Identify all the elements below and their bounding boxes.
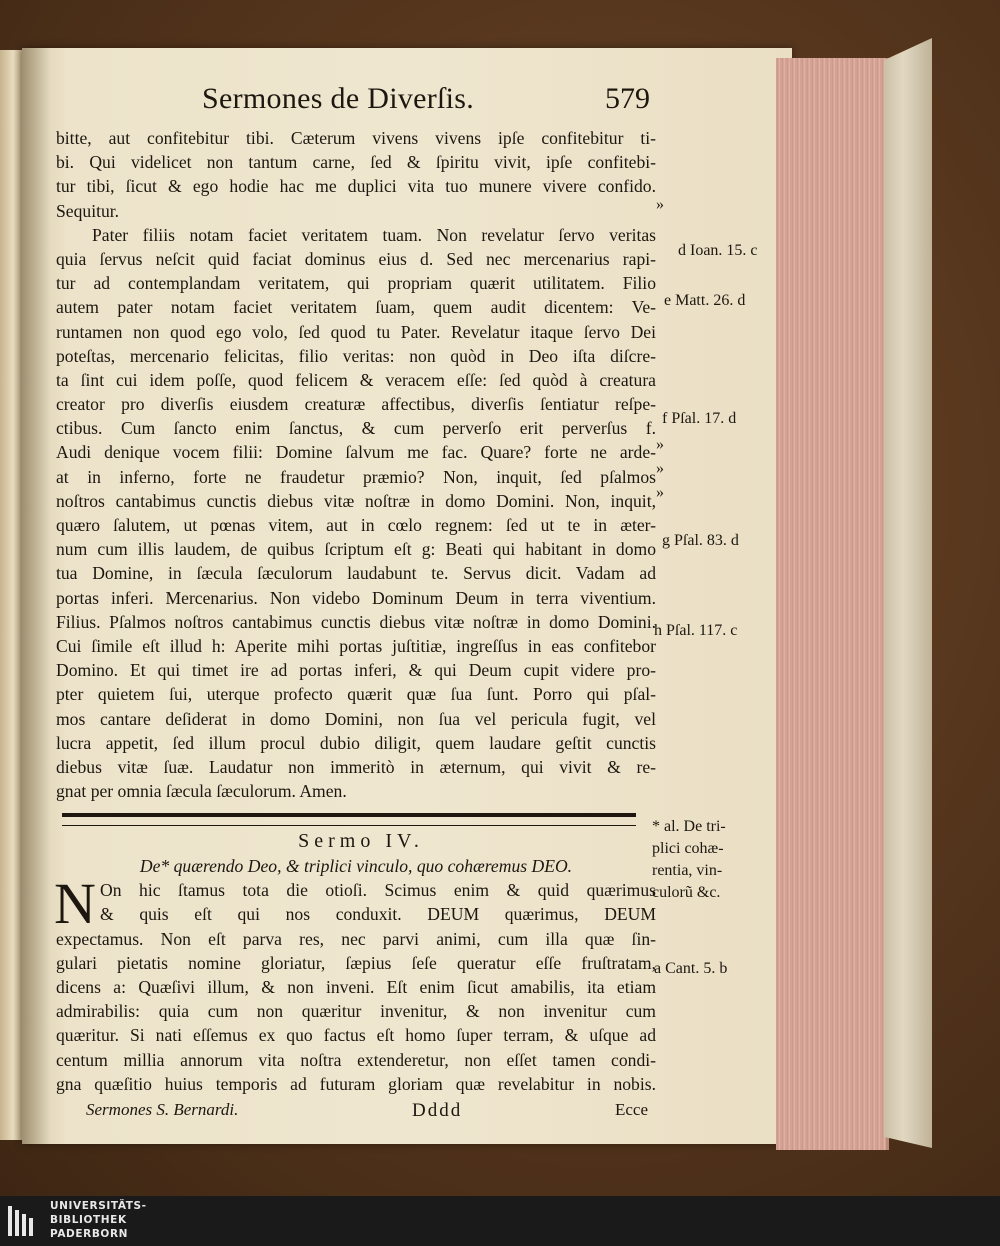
library-footer-bar: [0, 1196, 1000, 1246]
text-line: Cui ſimile eſt illud h: Aperite mihi portas juſtitiæ, ingreſſus in eas confitebor: [56, 635, 656, 656]
text-line: runtamen non quod ego volo, ſed quod tu Pater. Revelatur itaque ſervo Dei: [56, 321, 656, 342]
text-line: bi. Qui videlicet non tantum carne, ſed & ſpiritu vivit, ipſe confitebi-: [56, 152, 656, 173]
library-logo-icon: [6, 1204, 38, 1238]
margin-quote-mark: »: [656, 460, 664, 477]
margin-ref-psal83: g Pſal. 83. d: [662, 532, 739, 549]
sermon-subtitle: De* quærendo Deo, & triplici vinculo, quo cohæremus DEO.: [139, 856, 573, 877]
text-line: diebus vitæ ſuæ. Laudatur non immeritò in æternum, qui vivit & re-: [56, 756, 656, 777]
margin-quote-mark: »: [656, 196, 664, 213]
page-text: [56, 82, 656, 1126]
text-line: gnat per omnia ſæcula ſæculorum. Amen.: [56, 781, 347, 802]
sermon-iii-ending: [56, 126, 656, 803]
text-line: lucra appetit, ſed illum procul dubio diligit, quem laudare geſtit cunctis: [56, 732, 656, 753]
opening-paragraph: [54, 871, 656, 937]
text-line: gna quæſitio huius temporis ad futuram gloriam quæ revelabitur in nobis.: [56, 1073, 656, 1094]
page-header: [56, 82, 656, 126]
margin-quote-mark: »: [656, 436, 664, 453]
text-line: quæritur. Si nati eſſemus ex quo factus eſt homo ſuper terram, & uſque ad: [56, 1025, 656, 1046]
margin-note-alt: rentia, vin-: [652, 862, 723, 879]
text-line: & quis eſt qui nos conduxit. DEUM quærimus, DEUM: [100, 904, 656, 925]
section-rule-thin: [62, 825, 636, 826]
margin-note-alt: * al. De tri-: [652, 818, 726, 835]
sermon-iv-text: [56, 927, 656, 1096]
text-line: Domino. Et qui timet ire ad portas inferi, & qui Deum cupit videre pro-: [56, 660, 656, 681]
margin-ref-psal17: f Pſal. 17. d: [662, 410, 737, 427]
text-line: On hic ſtamus tota die otioſi. Scimus enim & quid quærimus: [100, 880, 656, 901]
text-line: creator pro diverſis eiusdem creaturæ affectibus, diverſis ſentiatur reſpe-: [56, 394, 656, 415]
text-line: tur tibi, ſicut & ego hodie hac me duplici vita tuo munere vivere confido.: [56, 176, 656, 197]
page-gutter-shadow: [22, 48, 50, 1144]
signature-mark: Dddd: [412, 1099, 463, 1121]
text-line: at in inferno, forte ne fraudetur præmio? Non, inquit, ſed pſalmos: [56, 466, 656, 487]
text-line: admirabilis: quia cum non quæritur invenitur, & non invenitur cum: [56, 1001, 656, 1022]
drop-cap: N: [54, 871, 96, 937]
library-name-line1: UNIVERSITÄTS-: [50, 1200, 147, 1212]
text-line: Filius. Pſalmos noſtros cantabimus cunctis diebus vitæ noſtræ in domo Domini.: [56, 611, 656, 632]
text-line: Audi denique vocem filii: Domine ſalvum me fac. Quare? forte ne arde-: [56, 442, 656, 463]
margin-notes: [646, 0, 776, 1100]
margin-ref-matt: e Matt. 26. d: [664, 292, 746, 309]
text-line: portas inferi. Mercenarius. Non videbo Dominum Deum in terra viventium.: [56, 587, 656, 608]
page-number: 579: [605, 82, 650, 115]
margin-quote-mark: »: [656, 484, 664, 501]
text-line: num cum illis laudem, de quibus ſcriptum eſt g: Beati qui habitant in domo: [56, 539, 656, 560]
drop-cap-lines: [54, 871, 656, 937]
page-footer: [56, 1100, 656, 1126]
text-line: ctibus. Cum ſancto enim ſanctus, & cum perverſo erit perverſus f.: [56, 418, 656, 439]
text-line: expectamus. Non eſt parva res, nec parvi animi, cum illa quæ ſin-: [56, 928, 656, 949]
sermon-title: Sermo IV.: [298, 830, 424, 853]
running-title: Sermones de Diverſis.: [202, 82, 475, 115]
text-line: Pater filiis notam faciet veritatem tuam. Non revelatur ſervo veritas: [92, 224, 656, 245]
book-cover-edge: [884, 38, 932, 1148]
margin-ref-ioan: d Ioan. 15. c: [678, 242, 758, 259]
text-line: dicens a: Quæſivi illum, & non inveni. Eſt enim ſicut amabilis, ita etiam: [56, 977, 656, 997]
text-line: quæro ſalutem, ut pœnas vitem, aut in cœlo regnem: ſed ut te in æter-: [56, 515, 656, 535]
text-line: poteſtas, mercenario felicitas, filio veritas: non quòd in Deo iſta diſcre-: [56, 345, 656, 366]
text-line: mos cantare deſiderat in domo Domini, non ſua vel pericula fugit, vel: [56, 708, 656, 729]
text-line: pter quietem ſui, uterque profecto quærit quæ ſua ſunt. Porro qui pſal-: [56, 684, 656, 705]
page-block-edge: [776, 58, 889, 1150]
text-line: ta ſint cui idem poſſe, quod felicem & veracem eſſe: ſed quòd à creatura: [56, 369, 656, 390]
text-line: tua Domine, in ſæcula ſæculorum laudabunt te. Servus dicit. Vadam ad: [56, 563, 656, 584]
footer-title: Sermones S. Bernardi.: [86, 1099, 239, 1119]
text-line: autem pater notam faciet veritatem ſuam, quem audit dicentem: Ve-: [56, 297, 656, 318]
text-line: tur ad contemplandam veritatem, qui propriam quærit utilitatem. Filio: [56, 273, 656, 294]
text-line: Sequitur.: [56, 200, 120, 221]
text-line: quia ſervus neſcit quid faciat dominus eius d. Sed nec mercenarius rapi-: [56, 248, 656, 269]
library-name-line3: PADERBORN: [50, 1228, 129, 1240]
text-line: bitte, aut confitebitur tibi. Cæterum vivens vivens ipſe confitebitur ti-: [56, 128, 656, 148]
section-rule: [62, 813, 636, 817]
catchword: Ecce: [614, 1099, 648, 1119]
left-page-edge: [0, 50, 22, 1140]
margin-ref-cant: a Cant. 5. b: [654, 960, 728, 977]
margin-ref-psal117: h Pſal. 117. c: [654, 622, 738, 639]
margin-note-alt: plici cohæ-: [652, 840, 724, 857]
text-line: gulari pietatis nomine gloriatur, ſæpius ſeſe queratur eſſe fruſtratam,: [56, 952, 656, 973]
margin-note-alt: culorũ &c.: [652, 884, 721, 901]
library-name-line2: BIBLIOTHEK: [50, 1214, 127, 1226]
text-line: noſtros cantabimus cunctis diebus vitæ noſtræ in domo Domini. Non, inquit,: [56, 490, 656, 511]
text-line: centum millia annorum vita noſtra extenderetur, non eſſet tamen condi-: [56, 1049, 656, 1070]
